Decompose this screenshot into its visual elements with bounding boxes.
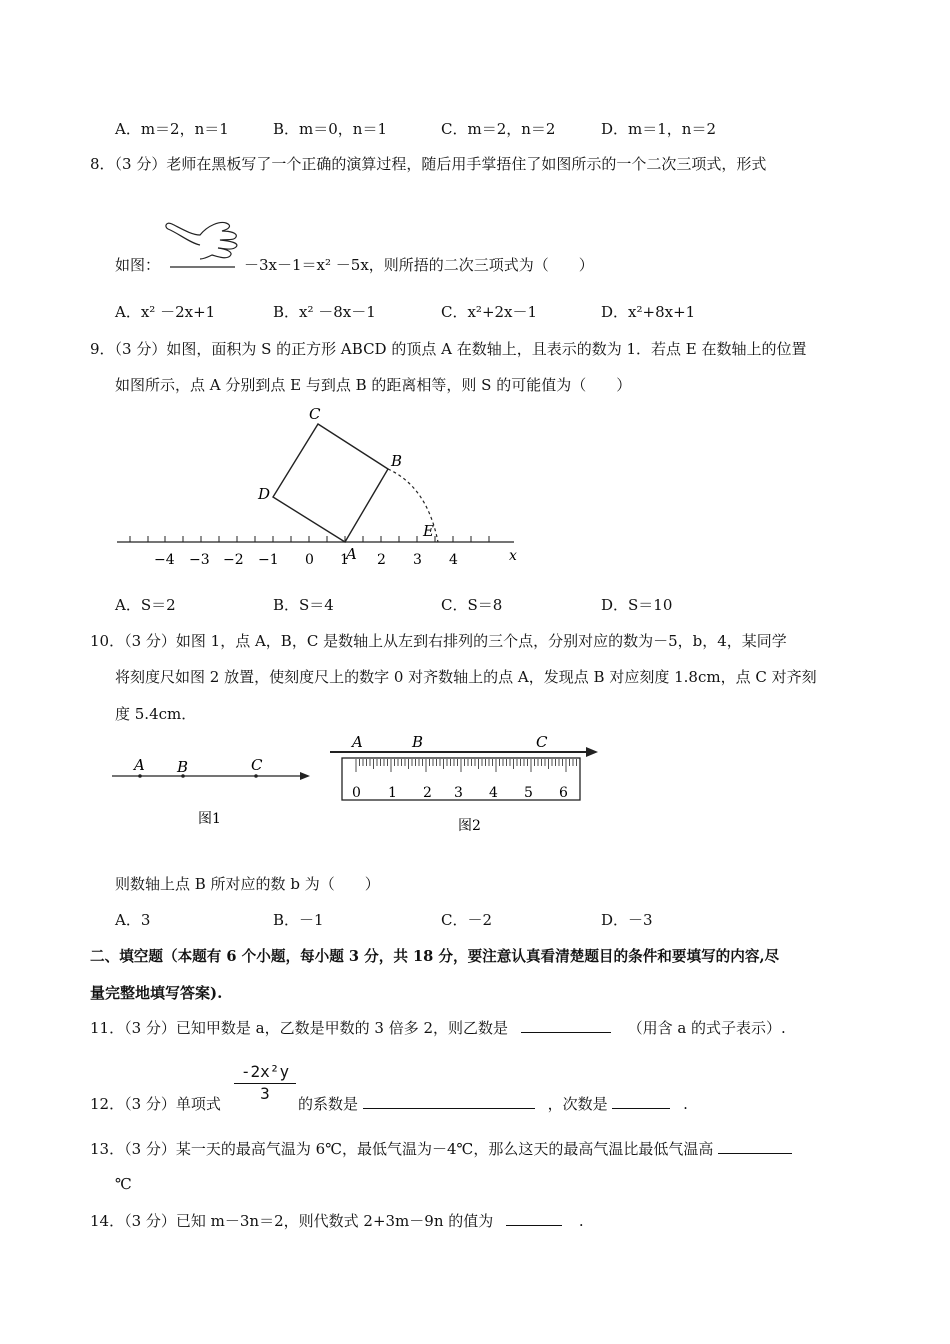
monomial-fraction — [234, 1062, 296, 1103]
square-abcd — [273, 424, 388, 542]
label-d: D — [258, 485, 271, 503]
q7-option-b: B．m＝0，n＝1 — [273, 120, 387, 138]
q10-figure-1 — [110, 750, 315, 835]
q12-middle: 的系数是 — [298, 1095, 359, 1113]
label-b: B — [391, 452, 403, 470]
section2-heading-2: 量完整地填写答案). — [90, 984, 223, 1002]
q9-option-b: B．S＝4 — [273, 596, 334, 614]
tick-label: 2 — [377, 552, 386, 568]
fig1-label-c: C — [251, 756, 263, 774]
q10-figure-2 — [328, 728, 603, 838]
fig1-caption: 图1 — [198, 811, 221, 827]
q10-option-a: A．3 — [115, 911, 151, 929]
q8-suffix: －3x－1＝x² －5x，则所捂的二次三项式为（ ） — [244, 256, 594, 274]
arrow-right-icon — [586, 747, 598, 757]
tick-label: 1 — [340, 552, 349, 568]
arrow-right-icon — [300, 772, 310, 780]
ruler-number: 2 — [423, 785, 432, 801]
q9-option-a: A．S＝2 — [115, 596, 176, 614]
q9-text-1: 9．（3 分）如图，面积为 S 的正方形 ABCD 的顶点 A 在数轴上，且表示的数为 1．若点 E 在数轴上的位置 — [90, 340, 807, 358]
q12-text: 12．（3 分）单项式 — [90, 1095, 221, 1113]
fig2-label-a: A — [352, 733, 363, 751]
q9-text-2: 如图所示，点 A 分别到点 E 与到点 B 的距离相等，则 S 的可能值为（ ） — [115, 376, 632, 394]
tick-label: −1 — [258, 552, 279, 568]
q10-text-3: 度 5.4cm． — [115, 705, 197, 723]
fig1-label-a: A — [134, 756, 145, 774]
ruler-number: 1 — [388, 785, 397, 801]
q12-coefficient-blank[interactable] — [363, 1094, 535, 1109]
q14-line — [90, 1210, 584, 1231]
q13-text: 13．（3 分）某一天的最高气温为 6℃，最低气温为－4℃，那么这天的最高气温比最低气温高 — [90, 1140, 714, 1158]
q8-option-c: C．x²+2x－1 — [441, 303, 538, 321]
q8-text: 8．（3 分）老师在黑板写了一个正确的演算过程，随后用手掌捂住了如图所示的一个二次三项式，形式 — [90, 155, 767, 173]
q10-question: 则数轴上点 B 所对应的数 b 为（ ） — [115, 875, 380, 893]
fraction-denominator: 3 — [260, 1084, 270, 1103]
q11-answer-blank[interactable] — [521, 1018, 611, 1033]
q14-end: . — [578, 1212, 584, 1230]
q10-option-b: B．－1 — [273, 911, 324, 929]
q9-option-d: D．S＝10 — [601, 596, 673, 614]
tick-label: −4 — [154, 552, 175, 568]
q7-option-a: A．m＝2，n＝1 — [115, 120, 229, 138]
ruler-number: 4 — [489, 785, 498, 801]
label-c: C — [309, 405, 321, 423]
ruler-number: 3 — [454, 785, 463, 801]
q7-option-d: D．m＝1，n＝2 — [601, 120, 716, 138]
q12-line-rest — [298, 1093, 688, 1114]
q11-text-after: （用含 a 的式子表示）. — [627, 1019, 786, 1037]
fig2-caption: 图2 — [458, 818, 481, 834]
tick-label: −2 — [223, 552, 244, 568]
q13-line — [90, 1138, 792, 1159]
q13-answer-blank[interactable] — [718, 1139, 792, 1154]
q11-line — [90, 1017, 786, 1038]
ruler-number: 5 — [524, 785, 533, 801]
fig2-label-c: C — [536, 733, 548, 751]
label-e: E — [423, 522, 434, 540]
ruler-number: 0 — [352, 785, 361, 801]
hand-figure — [160, 215, 245, 270]
tick-label: −3 — [189, 552, 210, 568]
q12-end: . — [683, 1095, 688, 1113]
q9-figure — [112, 402, 532, 577]
axis-x-label: x — [509, 548, 517, 564]
fig1-label-b: B — [177, 758, 189, 776]
q10-option-c: C．－2 — [441, 911, 493, 929]
q13-unit: ℃ — [115, 1175, 132, 1193]
tick-label: 4 — [449, 552, 458, 568]
fraction-numerator: -2x²y — [234, 1062, 296, 1084]
q8-prefix: 如图： — [115, 256, 161, 274]
section2-heading-1: 二、填空题（本题有 6 个小题，每小题 3 分，共 18 分，要注意认真看清楚题目的条件和要填写的内容,尽 — [90, 948, 780, 965]
q12-middle2: ，次数是 — [547, 1095, 608, 1113]
q10-text-2: 将刻度尺如图 2 放置，使刻度尺上的数字 0 对齐数轴上的点 A，发现点 B 对应刻度 1.8cm，点 C 对齐刻 — [115, 668, 817, 686]
ruler-number: 6 — [559, 785, 568, 801]
q14-text: 14．（3 分）已知 m－3n＝2，则代数式 2+3m－9n 的值为 — [90, 1212, 494, 1230]
q7-option-c: C．m＝2，n＝2 — [441, 120, 556, 138]
q8-option-a: A．x² －2x+1 — [115, 303, 216, 321]
q14-answer-blank[interactable] — [506, 1211, 562, 1226]
q9-option-c: C．S＝8 — [441, 596, 503, 614]
tick-label: 0 — [305, 552, 314, 568]
q10-text-1: 10．（3 分）如图 1，点 A，B，C 是数轴上从左到右排列的三个点，分别对应的数为－5，b，4，某同学 — [90, 632, 787, 650]
q8-option-d: D．x²+8x+1 — [601, 303, 696, 321]
q10-option-d: D．－3 — [601, 911, 653, 929]
fig2-label-b: B — [412, 733, 424, 751]
q8-option-b: B．x² －8x－1 — [273, 303, 376, 321]
q12-degree-blank[interactable] — [612, 1094, 670, 1109]
tick-label: 3 — [413, 552, 422, 568]
q11-text: 11．（3 分）已知甲数是 a，乙数是甲数的 3 倍多 2，则乙数是 — [90, 1019, 509, 1037]
label-a: A — [346, 545, 357, 563]
